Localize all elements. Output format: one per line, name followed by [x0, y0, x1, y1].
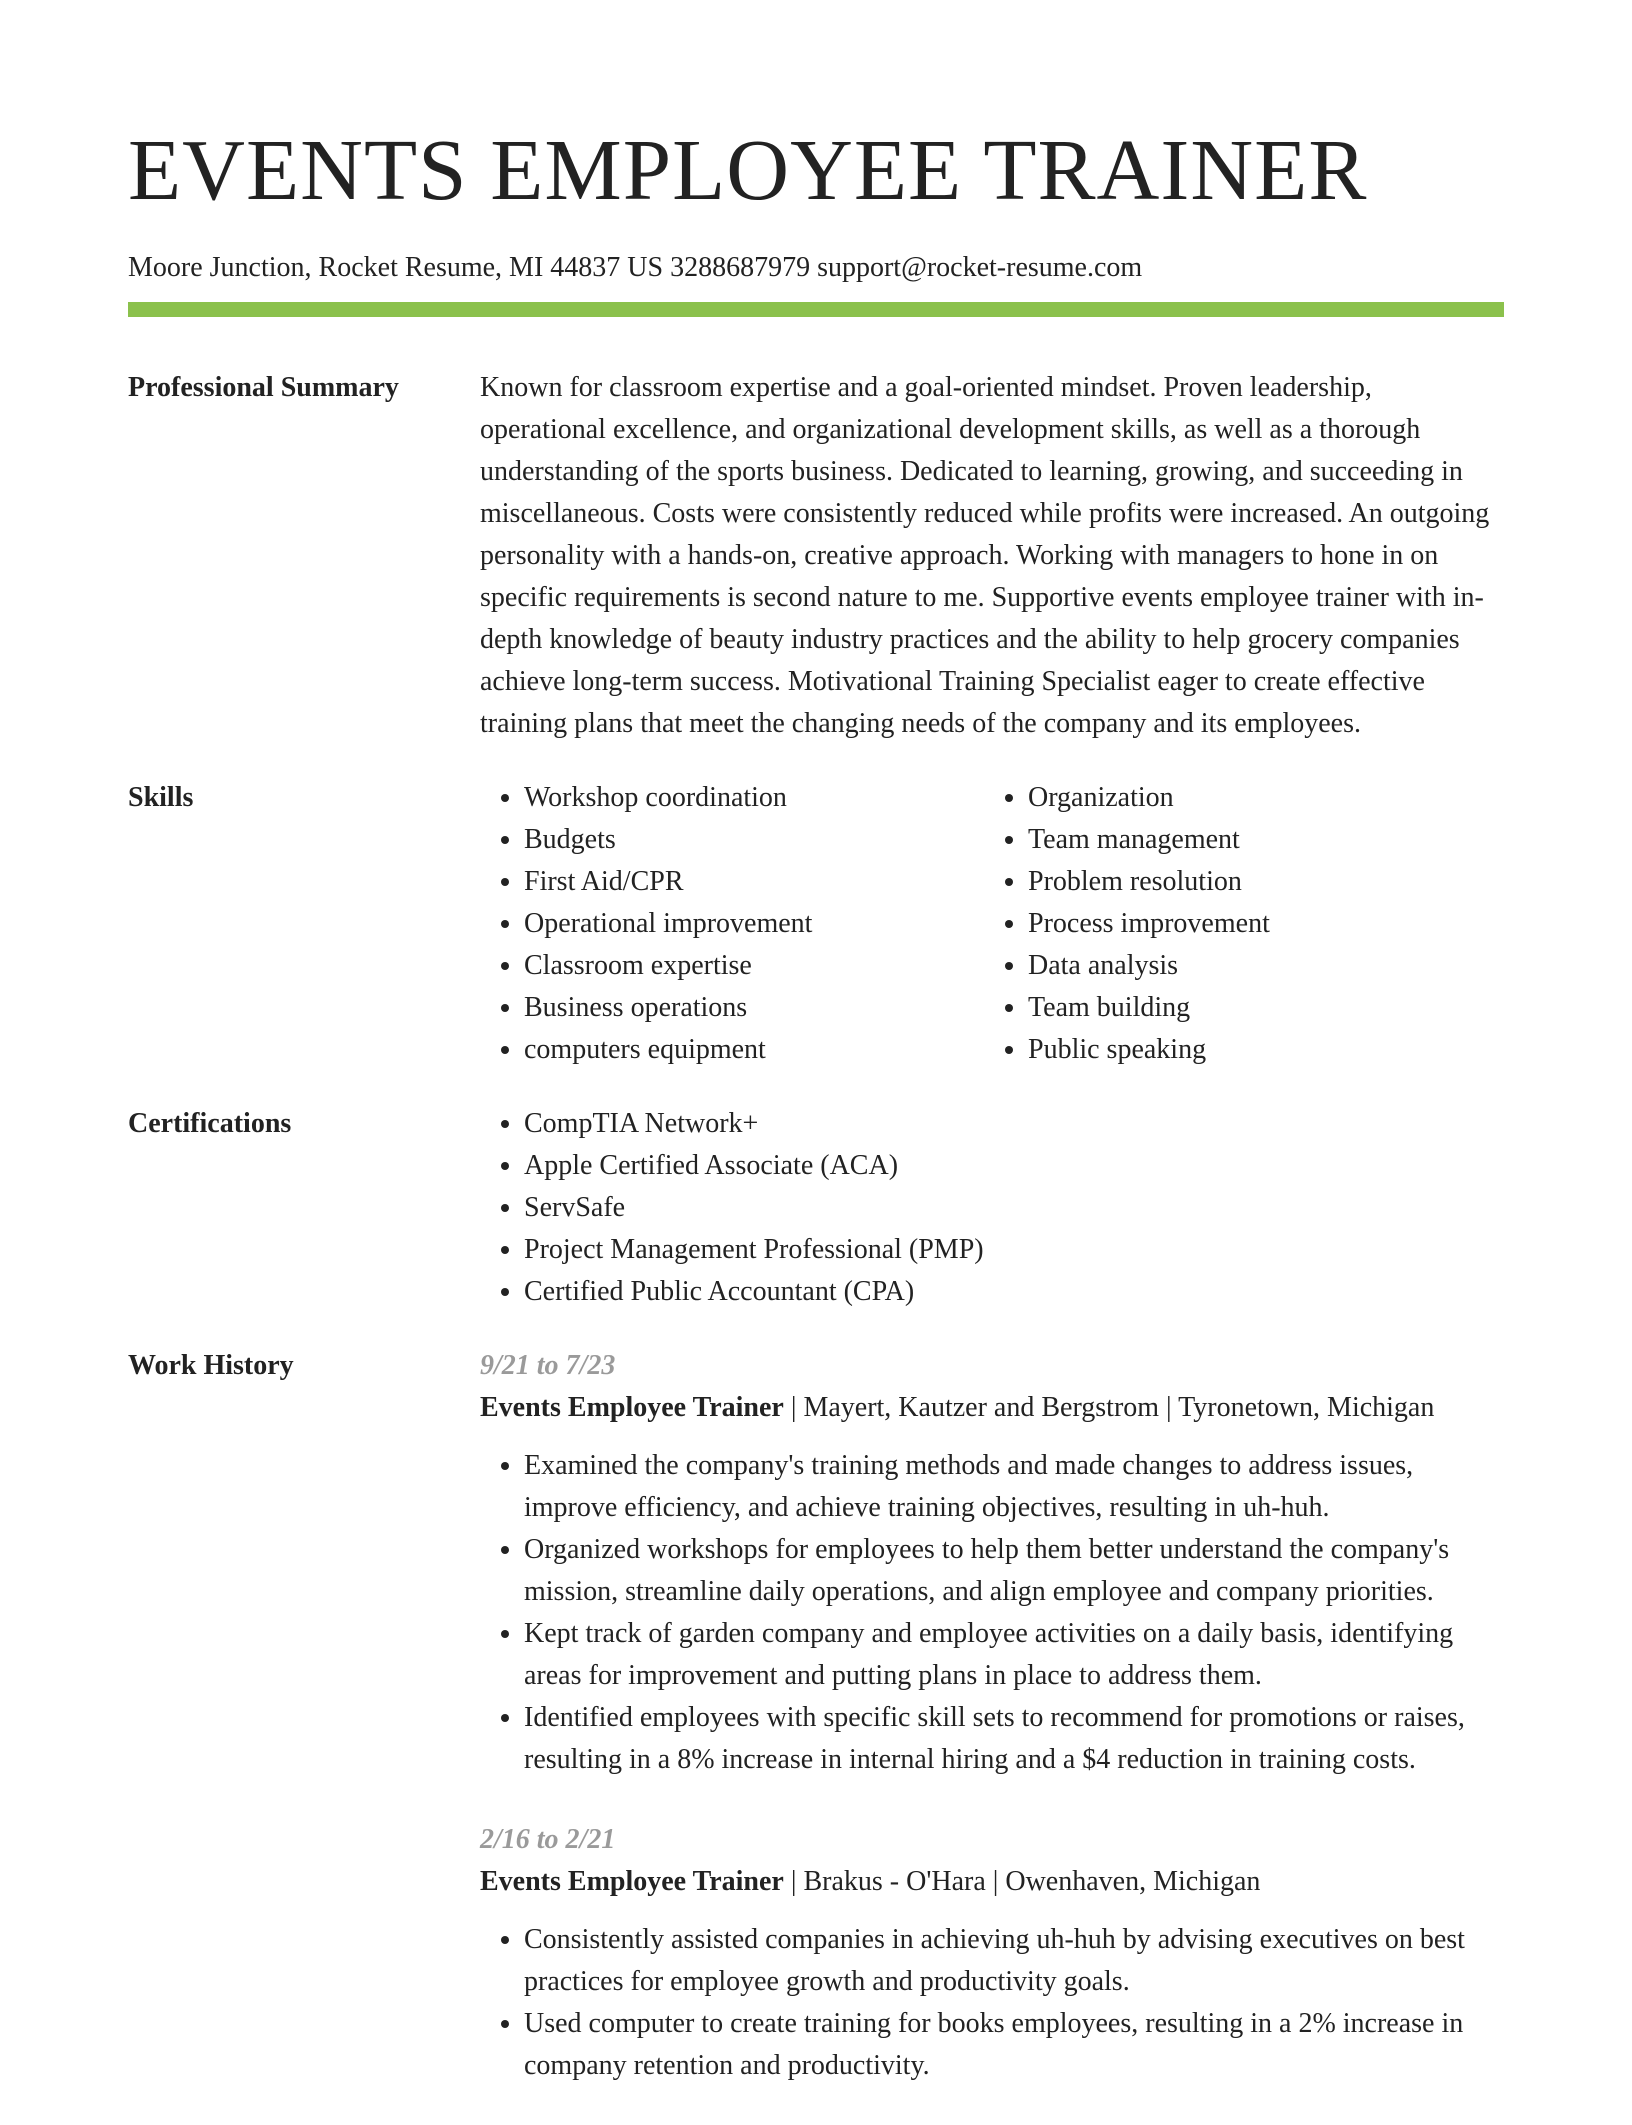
skill-item: • Data analysis	[1028, 945, 1488, 987]
contact-line: Moore Junction, Rocket Resume, MI 44837 US 3288687979 support@rocket-resume.com	[128, 252, 1143, 283]
skill-item: • Team management	[1028, 819, 1488, 861]
certifications-section	[128, 1071, 1504, 1313]
skill-item: • Process improvement	[1028, 903, 1488, 945]
work-history-section	[128, 1313, 1504, 2125]
job-bullets	[480, 1919, 1504, 2087]
certifications-list	[480, 1103, 1504, 1313]
job-bullet: • Examined the company's training methods and made changes to address issues, improve efficiency, and achieve training objectives, resulting in uh-huh.	[524, 1445, 1504, 1529]
summary-body	[480, 367, 1504, 745]
job-employer-location: | Brakus - O'Hara | Owenhaven, Michigan	[783, 1866, 1261, 1897]
skills-heading: Skills	[128, 782, 194, 813]
job-bullet: • Kept track of garden company and employee activities on a daily basis, identifying areas for improvement and putting plans in place to address them.	[524, 1613, 1504, 1697]
certification-item: • Project Management Professional (PMP)	[524, 1229, 1504, 1271]
skill-item: • Public speaking	[1028, 1029, 1488, 1071]
certifications-body	[480, 1103, 1504, 1313]
job-bullet: • Consistently assisted companies in achieving uh-huh by advising executives on best practices for employee growth and productivity goals.	[524, 1919, 1504, 2003]
accent-divider	[128, 302, 1504, 317]
job-title: Events Employee Trainer	[480, 1866, 784, 1897]
skill-item: • Problem resolution	[1028, 861, 1488, 903]
skill-item: • First Aid/CPR	[524, 861, 984, 903]
summary-heading: Professional Summary	[128, 372, 399, 403]
job-bullet: • Used computer to create training for books employees, resulting in a 2% increase in company retention and productivity.	[524, 2003, 1504, 2087]
skills-right-column	[984, 777, 1488, 1071]
job-bullet: • Organized workshops for employees to help them better understand the company's mission, streamline daily operations, and align employee and company priorities.	[524, 1529, 1504, 1613]
job-entry	[480, 1345, 1504, 1781]
certifications-heading: Certifications	[128, 1108, 292, 1139]
job-entry	[480, 1819, 1504, 2087]
skill-item: • Operational improvement	[524, 903, 984, 945]
certification-item: • Certified Public Accountant (CPA)	[524, 1271, 1504, 1313]
job-dates: 9/21 to 7/23	[480, 1350, 616, 1381]
skills-body	[480, 777, 1504, 1071]
job-title-line	[480, 1861, 1504, 1903]
skills-left-column	[480, 777, 984, 1071]
skill-item: • Business operations	[524, 987, 984, 1029]
job-title: Events Employee Trainer	[480, 1392, 784, 1423]
skill-item: • Budgets	[524, 819, 984, 861]
job-dates: 2/16 to 2/21	[480, 1824, 616, 1855]
skills-right-list	[984, 777, 1488, 1071]
job-title-line	[480, 1387, 1504, 1429]
candidate-name: EVENTS EMPLOYEE TRAINER	[128, 121, 1368, 218]
skills-left-list	[480, 777, 984, 1071]
job-bullet: • Identified employees with specific skill sets to recommend for promotions or raises, resulting in a 8% increase in internal hiring and a $4 reduction in training costs.	[524, 1697, 1504, 1781]
resume-page	[128, 0, 1504, 2125]
work-history-heading: Work History	[128, 1350, 294, 1381]
skill-item: • computers equipment	[524, 1029, 984, 1071]
work-history-body	[480, 1345, 1504, 2125]
job-bullets	[480, 1445, 1504, 1781]
skill-item: • Team building	[1028, 987, 1488, 1029]
certification-item: • Apple Certified Associate (ACA)	[524, 1145, 1504, 1187]
skill-item: • Organization	[1028, 777, 1488, 819]
skill-item: • Classroom expertise	[524, 945, 984, 987]
job-employer-location: | Mayert, Kautzer and Bergstrom | Tyronetown, Michigan	[783, 1392, 1435, 1423]
summary-text: Known for classroom expertise and a goal-oriented mindset. Proven leadership, operational excellence, and organizational development skills, as well as a thorough understanding of the sports business. Dedicated to learning, growing, and succeeding in miscellaneous. Costs were consistently reduced while profits were increased. An outgoing personality with a hands-on, creative approach. Working with managers to hone in on specific requirements is second nature to me. Supportive events employee trainer with in-depth knowledge of beauty industry practices and the ability to help grocery companies achieve long-term success. Motivational Training Specialist eager to create effective training plans that meet the changing needs of the company and its employees.	[480, 372, 1490, 739]
summary-section	[128, 317, 1504, 745]
skill-item: • Workshop coordination	[524, 777, 984, 819]
certification-item: • ServSafe	[524, 1187, 1504, 1229]
certification-item: • CompTIA Network+	[524, 1103, 1504, 1145]
skills-section	[128, 745, 1504, 1071]
